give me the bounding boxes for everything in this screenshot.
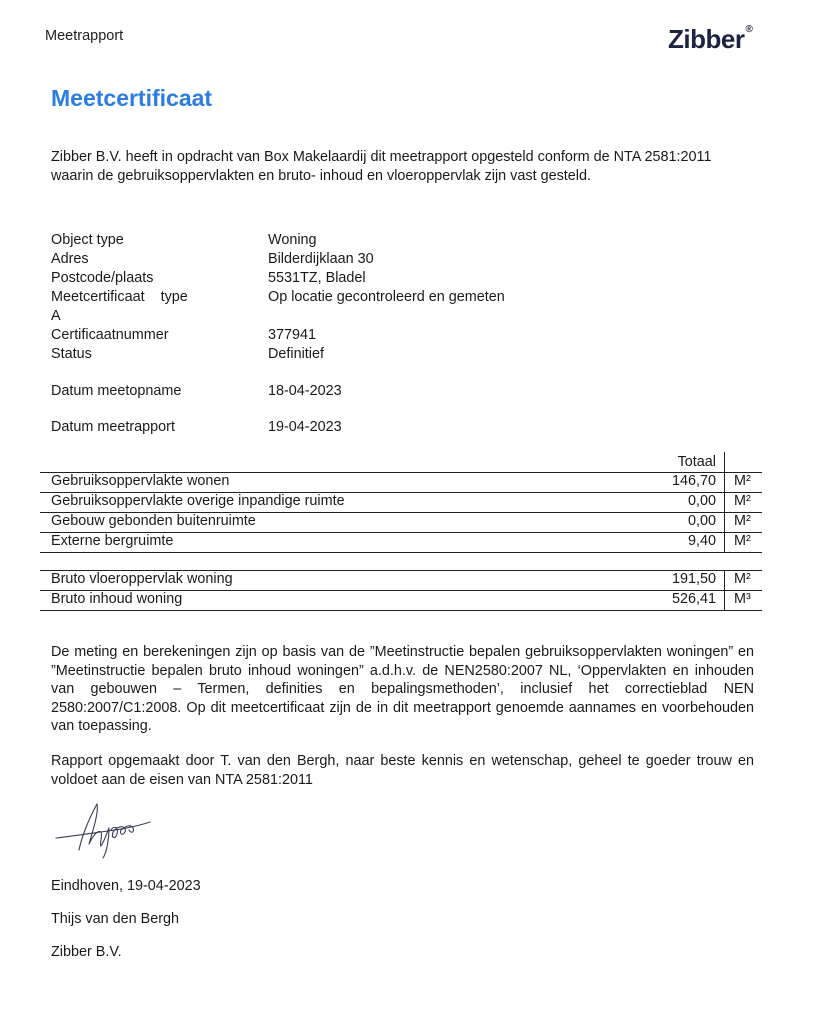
row-unit: M³ <box>734 591 751 607</box>
row-value: 9,40 <box>687 533 716 549</box>
row-label: Gebouw gebonden buitenruimte <box>51 513 256 529</box>
table-rule <box>40 552 762 553</box>
table-row <box>40 513 762 532</box>
info-value: 18-04-2023 <box>268 383 342 399</box>
signature-image <box>53 800 153 862</box>
row-value: 191,50 <box>671 571 716 587</box>
info-value: Op locatie gecontroleerd en gemeten <box>268 289 505 305</box>
company-name: Zibber B.V. <box>51 944 122 960</box>
row-label: Bruto vloeroppervlak woning <box>51 571 233 587</box>
info-label: Postcode/plaats <box>51 270 154 286</box>
row-label: Gebruiksoppervlakte wonen <box>51 473 230 489</box>
row-unit: M² <box>734 513 751 529</box>
info-value: 19-04-2023 <box>268 419 342 435</box>
info-value: Woning <box>268 232 317 248</box>
table-divider <box>724 452 725 472</box>
table-row <box>40 571 762 590</box>
brand-name: Zibber <box>668 24 745 54</box>
report-statement-paragraph: Rapport opgemaakt door T. van den Bergh, naar beste kennis en wetenschap, geheel te goeder trouw en voldoet aan de eisen van NTA 2581:2011 <box>51 753 754 788</box>
intro-paragraph: Zibber B.V. heeft in opdracht van Box Makelaardij dit meetrapport opgesteld conform de NTA 2581:2011 waarin de gebruiksoppervlakten en bruto- inhoud en vloeroppervlak zijn vast gesteld. <box>51 149 712 184</box>
info-value: Bilderdijklaan 30 <box>268 251 374 267</box>
info-label: Certificaatnummer <box>51 327 169 343</box>
row-value: 0,00 <box>687 513 716 529</box>
info-value: 377941 <box>268 327 317 343</box>
info-label: Adres <box>51 251 89 267</box>
row-value: 0,00 <box>687 493 716 509</box>
info-label-continued: A <box>51 308 61 324</box>
brand-registered-mark: ® <box>745 24 753 35</box>
table-row <box>40 473 762 492</box>
brand-logo <box>668 24 752 55</box>
row-value: 526,41 <box>671 591 716 607</box>
row-label: Gebruiksoppervlakte overige inpandige ruimte <box>51 493 345 509</box>
row-unit: M² <box>734 571 751 587</box>
place-date: Eindhoven, 19-04-2023 <box>51 878 201 894</box>
info-value: 5531TZ, Bladel <box>268 270 366 286</box>
table-divider <box>724 472 725 553</box>
info-label: Object type <box>51 232 124 248</box>
table-row <box>40 591 762 610</box>
measurement-basis-paragraph: De meting en berekeningen zijn op basis van de ”Meetinstructie bepalen gebruiksoppervlakten woningen” en ”Meetinstructie bepalen bruto inhoud woningen” a.d.h.v. de NEN2580:2007 NL, ‘Oppervlakten en inhouden van gebouwen – Termen, definities en bepalingsmethoden’, inclusief het correctieblad NEN 2580:2007/C1:2008. Op dit meetcertificaat zijn de in dit meetrapport genoemde aannames en voorbehouden van toepassing. <box>51 644 754 734</box>
row-unit: M² <box>734 493 751 509</box>
signatory-name: Thijs van den Bergh <box>51 911 179 927</box>
report-header-title: Meetrapport <box>45 28 124 44</box>
info-value: Definitief <box>268 346 324 362</box>
info-label: Datum meetrapport <box>51 419 175 435</box>
info-label: Datum meetopname <box>51 383 182 399</box>
row-value: 146,70 <box>671 473 716 489</box>
table-row <box>40 493 762 512</box>
info-label: Status <box>51 346 92 362</box>
table-divider <box>724 570 725 611</box>
table-header-totaal: Totaal <box>677 454 716 470</box>
info-label: Meetcertificaat type <box>51 289 188 305</box>
table-row <box>40 533 762 552</box>
row-unit: M² <box>734 533 751 549</box>
row-label: Bruto inhoud woning <box>51 591 183 607</box>
row-label: Externe bergruimte <box>51 533 174 549</box>
page-title: Meetcertificaat <box>51 85 213 111</box>
row-unit: M² <box>734 473 751 489</box>
table-rule <box>40 610 762 611</box>
